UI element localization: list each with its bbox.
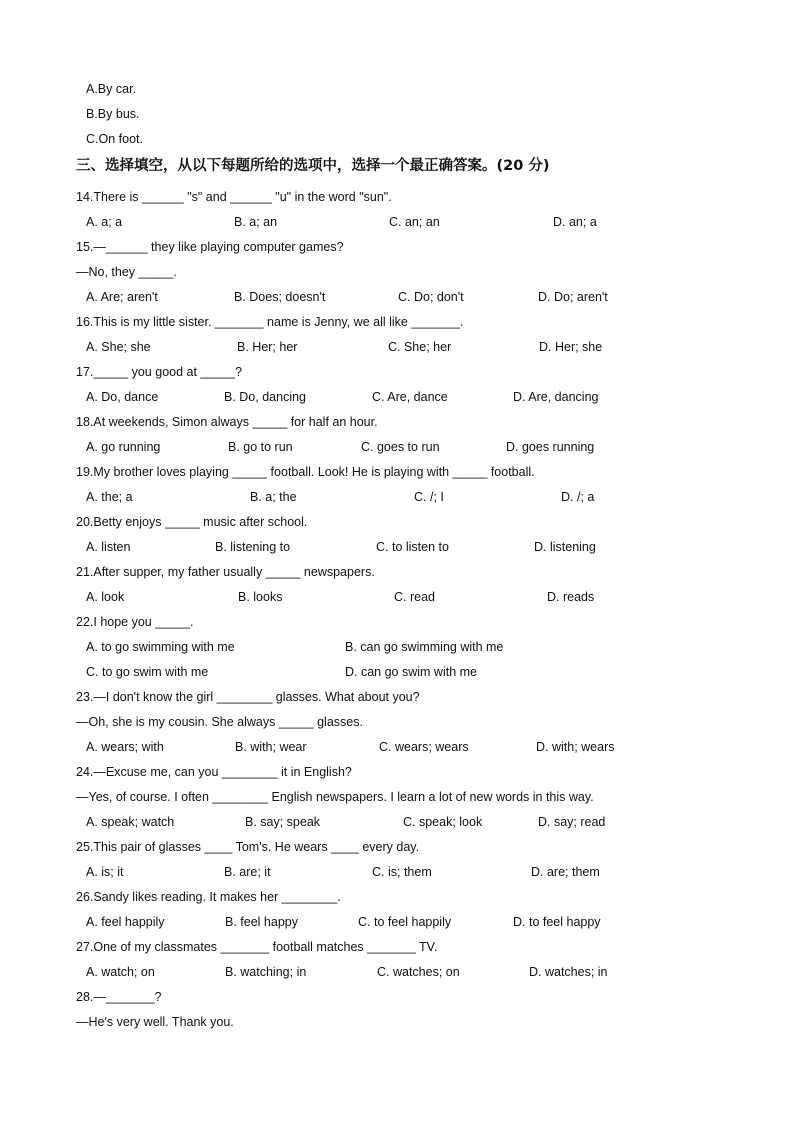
question-stem: 25.This pair of glasses ____ Tom's. He wears ____ every day. [76,840,420,854]
answer-option: D. goes running [506,440,595,454]
question-stem: 19.My brother loves playing _____ football. Look! He is playing with _____ football. [76,465,535,479]
answer-option: B. can go swimming with me [345,640,504,654]
answer-option: B. go to run [228,440,293,454]
answer-option: C. read [394,590,435,604]
answer-option: B. Her; her [237,340,298,354]
question-dialogue-line: —Yes, of course. I often ________ English newspapers. I learn a lot of new words in this way. [76,790,594,804]
answer-option: D. say; read [538,815,606,829]
answer-option: B. a; the [250,490,297,504]
answer-option: C. goes to run [361,440,440,454]
question-dialogue-line: —Oh, she is my cousin. She always _____ glasses. [76,715,363,729]
question-stem: 28.—_______? [76,990,162,1004]
question-stem: 18.At weekends, Simon always _____ for half an hour. [76,415,378,429]
answer-option: D. /; a [561,490,595,504]
answer-option: A. is; it [86,865,124,879]
answer-option: D. an; a [553,215,597,229]
answer-option: C. wears; wears [379,740,469,754]
answer-option: B. are; it [224,865,271,879]
answer-option: B. with; wear [235,740,307,754]
question-stem: 14.There is ______ "s" and ______ "u" in the word "sun". [76,190,392,204]
answer-option: A. the; a [86,490,133,504]
answer-option: A. a; a [86,215,123,229]
question-stem: 24.—Excuse me, can you ________ it in English? [76,765,352,779]
answer-option: D. watches; in [529,965,608,979]
answer-option: D. reads [547,590,595,604]
answer-option: B. a; an [234,215,278,229]
answer-option: C. is; them [372,865,432,879]
answer-option: C. Do; don't [398,290,464,304]
answer-option: A. speak; watch [86,815,175,829]
answer-option: D. with; wears [536,740,615,754]
answer-option: A. wears; with [86,740,164,754]
answer-option: B. Does; doesn't [234,290,326,304]
question-stem: 21.After supper, my father usually _____ newspapers. [76,565,375,579]
option-b: B.By bus. [86,107,140,121]
option-a: A.By car. [86,82,137,96]
question-stem: 26.Sandy likes reading. It makes her ________. [76,890,341,904]
question-dialogue-line: —He's very well. Thank you. [76,1015,234,1029]
answer-option: D. Do; aren't [538,290,608,304]
question-stem: 15.—______ they like playing computer games? [76,240,344,254]
answer-option: A. She; she [86,340,151,354]
answer-option: A. Do, dance [86,390,159,404]
question-stem: 16.This is my little sister. _______ name is Jenny, we all like _______. [76,315,464,329]
answer-option: C. watches; on [377,965,460,979]
answer-option: B. listening to [215,540,291,554]
answer-option: A. go running [86,440,161,454]
answer-option: C. She; her [388,340,452,354]
option-c: C.On foot. [86,132,143,146]
answer-option: C. to listen to [376,540,449,554]
answer-option: A. listen [86,540,131,554]
answer-option: B. Do, dancing [224,390,306,404]
answer-option: C. speak; look [403,815,483,829]
answer-option: B. watching; in [225,965,307,979]
answer-option: D. Her; she [539,340,603,354]
question-stem: 20.Betty enjoys _____ music after school. [76,515,308,529]
answer-option: C. Are, dance [372,390,448,404]
answer-option: D. can go swim with me [345,665,477,679]
answer-option: A. to go swimming with me [86,640,235,654]
answer-option: C. to feel happily [358,915,452,929]
answer-option: C. to go swim with me [86,665,209,679]
question-stem: 23.—I don't know the girl ________ glasses. What about you? [76,690,420,704]
question-stem: 22.I hope you _____. [76,615,194,629]
answer-option: B. looks [238,590,283,604]
answer-option: A. feel happily [86,915,165,929]
question-stem: 17._____ you good at _____? [76,365,243,379]
answer-option: C. an; an [389,215,440,229]
answer-option: C. /; I [414,490,444,504]
answer-option: D. to feel happy [513,915,601,929]
question-stem: 27.One of my classmates _______ football matches _______ TV. [76,940,438,954]
answer-option: D. are; them [531,865,600,879]
section-title: 三、选择填空，从以下每题所给的选项中，选择一个最正确答案。(20 分) [76,158,550,174]
answer-option: A. watch; on [86,965,155,979]
answer-option: A. Are; aren't [86,290,158,304]
answer-option: D. listening [534,540,596,554]
answer-option: D. Are, dancing [513,390,599,404]
answer-option: A. look [86,590,125,604]
answer-option: B. feel happy [225,915,298,929]
question-dialogue-line: —No, they _____. [76,265,177,279]
answer-option: B. say; speak [245,815,321,829]
